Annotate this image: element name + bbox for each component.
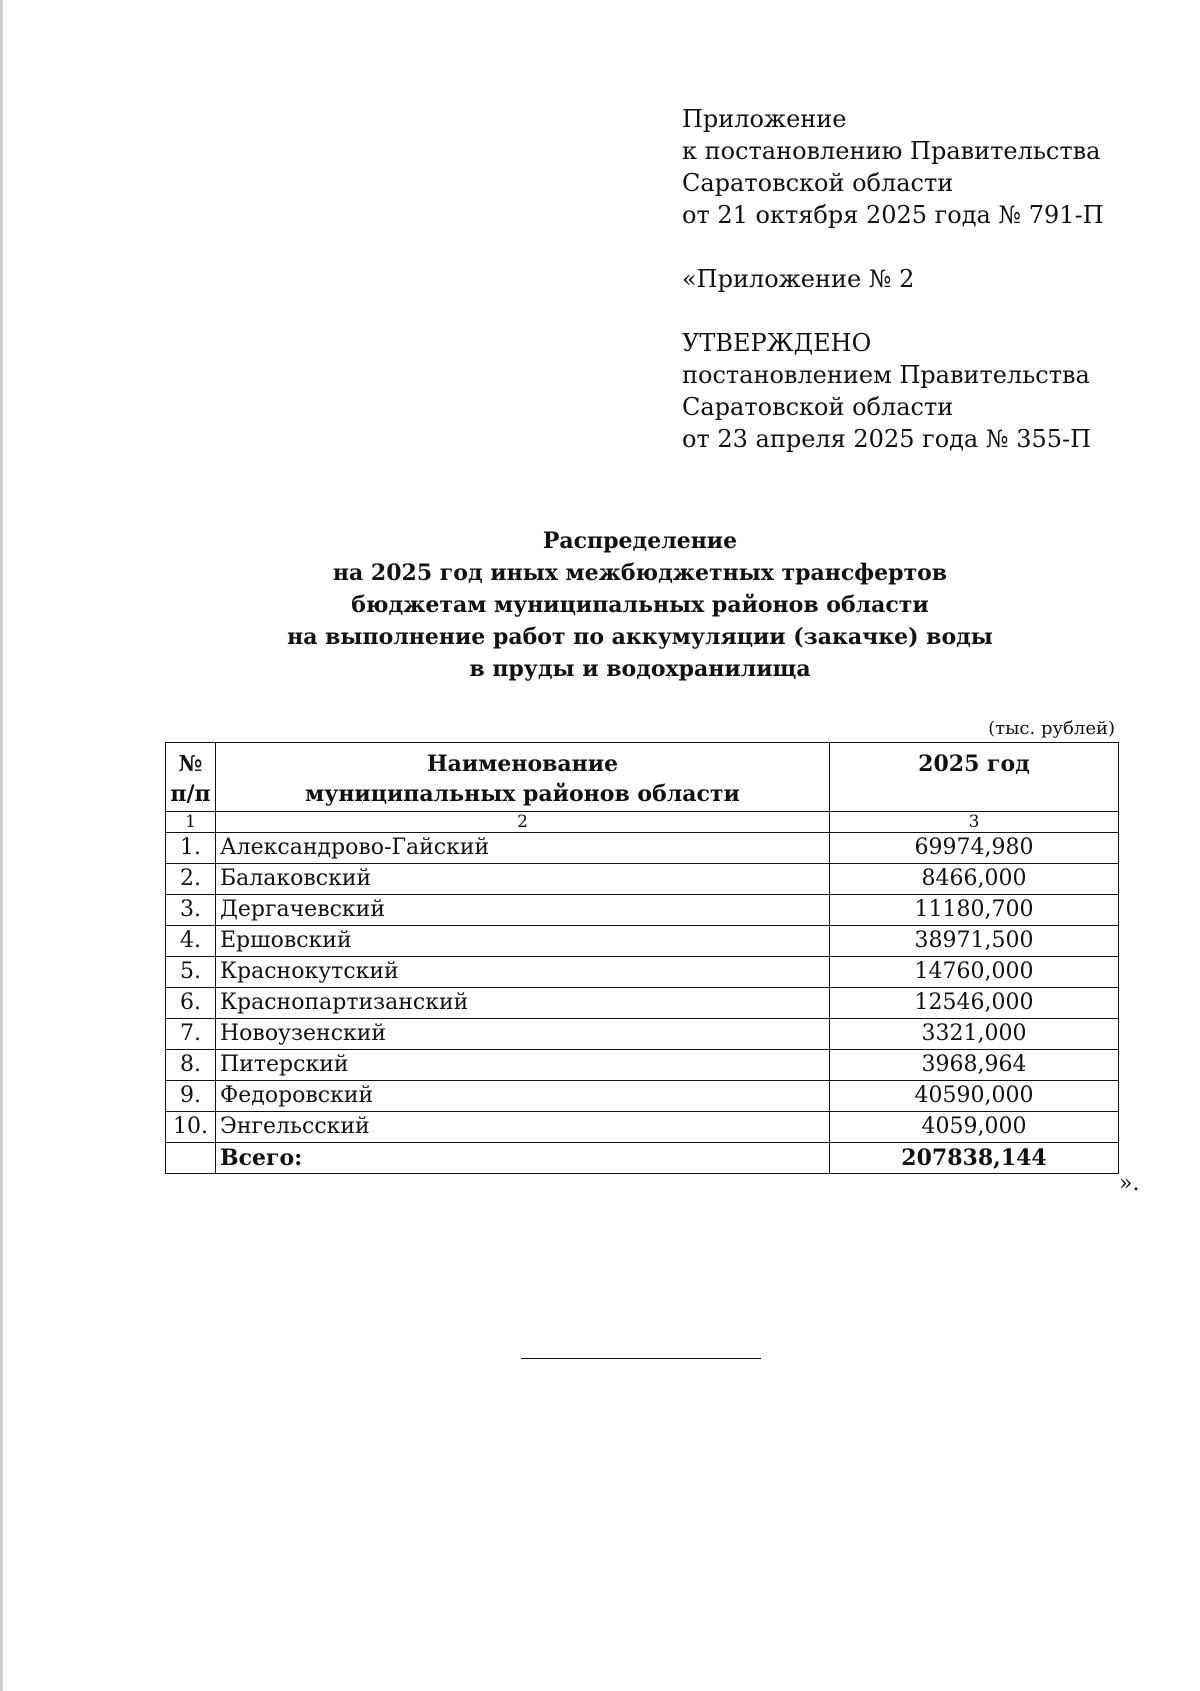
appendix-line: Саратовской области	[682, 169, 954, 197]
row-name: Энгельсский	[216, 1112, 830, 1143]
table-row	[166, 926, 1119, 957]
units-label: (тыс. рублей)	[988, 718, 1115, 739]
row-num: 8.	[166, 1050, 216, 1081]
total-value: 207838,144	[830, 1143, 1119, 1174]
end-divider	[521, 1358, 761, 1359]
row-name: Дергачевский	[216, 895, 830, 926]
table-row	[166, 957, 1119, 988]
spacer	[682, 231, 1104, 263]
table-row	[166, 1019, 1119, 1050]
row-value: 69974,980	[830, 833, 1119, 864]
row-name: Питерский	[216, 1050, 830, 1081]
index-row	[166, 812, 1119, 833]
table-row	[166, 864, 1119, 895]
row-name: Федоровский	[216, 1081, 830, 1112]
title-line: бюджетам муниципальных районов области	[351, 592, 929, 618]
spacer	[682, 295, 1104, 327]
header-row	[166, 743, 1119, 812]
table-row	[166, 833, 1119, 864]
row-num: 10.	[166, 1112, 216, 1143]
header-num-line2: п/п	[170, 781, 211, 807]
approved-line: УТВЕРЖДЕНО	[682, 329, 872, 357]
row-num: 5.	[166, 957, 216, 988]
row-num: 3.	[166, 895, 216, 926]
approved-line: постановлением Правительства	[682, 361, 1090, 389]
table-row	[166, 895, 1119, 926]
row-num: 7.	[166, 1019, 216, 1050]
row-value: 38971,500	[830, 926, 1119, 957]
header-name-line1: Наименование	[426, 751, 619, 777]
title-line: на 2025 год иных межбюджетных трансфертов	[332, 560, 948, 586]
row-value: 8466,000	[830, 864, 1119, 895]
closing-quote: ».	[1119, 1171, 1140, 1196]
row-num: 1.	[166, 833, 216, 864]
approved-line: от 23 апреля 2025 года № 355-П	[682, 425, 1092, 453]
row-value: 4059,000	[830, 1112, 1119, 1143]
row-num: 2.	[166, 864, 216, 895]
row-num: 9.	[166, 1081, 216, 1112]
row-name: Краснокутский	[216, 957, 830, 988]
appendix-header	[682, 103, 1104, 455]
header-value-label: 2025 год	[918, 751, 1030, 777]
header-value	[830, 743, 1119, 812]
title-line: в пруды и водохранилища	[469, 656, 811, 682]
row-value: 3968,964	[830, 1050, 1119, 1081]
appendix-ref: «Приложение № 2	[682, 265, 915, 293]
distribution-table	[165, 742, 1119, 1174]
title-line: на выполнение работ по аккумуляции (закачке) воды	[287, 624, 993, 650]
row-name: Новоузенский	[216, 1019, 830, 1050]
header-num-line1: №	[178, 751, 203, 777]
row-name: Ершовский	[216, 926, 830, 957]
row-name: Александрово-Гайский	[216, 833, 830, 864]
row-num: 6.	[166, 988, 216, 1019]
index-cell: 2	[216, 812, 830, 833]
table-row	[166, 1112, 1119, 1143]
approved-line: Саратовской области	[682, 393, 954, 421]
row-name: Балаковский	[216, 864, 830, 895]
row-value: 3321,000	[830, 1019, 1119, 1050]
table-row	[166, 1050, 1119, 1081]
table-row	[166, 988, 1119, 1019]
appendix-line: от 21 октября 2025 года № 791-П	[682, 201, 1104, 229]
index-cell: 1	[166, 812, 216, 833]
scan-edge	[0, 0, 3, 1691]
total-num-cell	[166, 1143, 216, 1174]
appendix-line: к постановлению Правительства	[682, 137, 1101, 165]
title-line: Распределение	[542, 528, 738, 554]
table-row	[166, 1081, 1119, 1112]
document-title	[200, 525, 1080, 685]
header-name	[216, 743, 830, 812]
row-value: 40590,000	[830, 1081, 1119, 1112]
header-num	[166, 743, 216, 812]
total-label: Всего:	[216, 1143, 830, 1174]
index-cell: 3	[830, 812, 1119, 833]
row-value: 14760,000	[830, 957, 1119, 988]
total-row	[166, 1143, 1119, 1174]
row-value: 12546,000	[830, 988, 1119, 1019]
row-name: Краснопартизанский	[216, 988, 830, 1019]
row-value: 11180,700	[830, 895, 1119, 926]
row-num: 4.	[166, 926, 216, 957]
appendix-line: Приложение	[682, 105, 847, 133]
header-name-line2: муниципальных районов области	[305, 781, 740, 807]
